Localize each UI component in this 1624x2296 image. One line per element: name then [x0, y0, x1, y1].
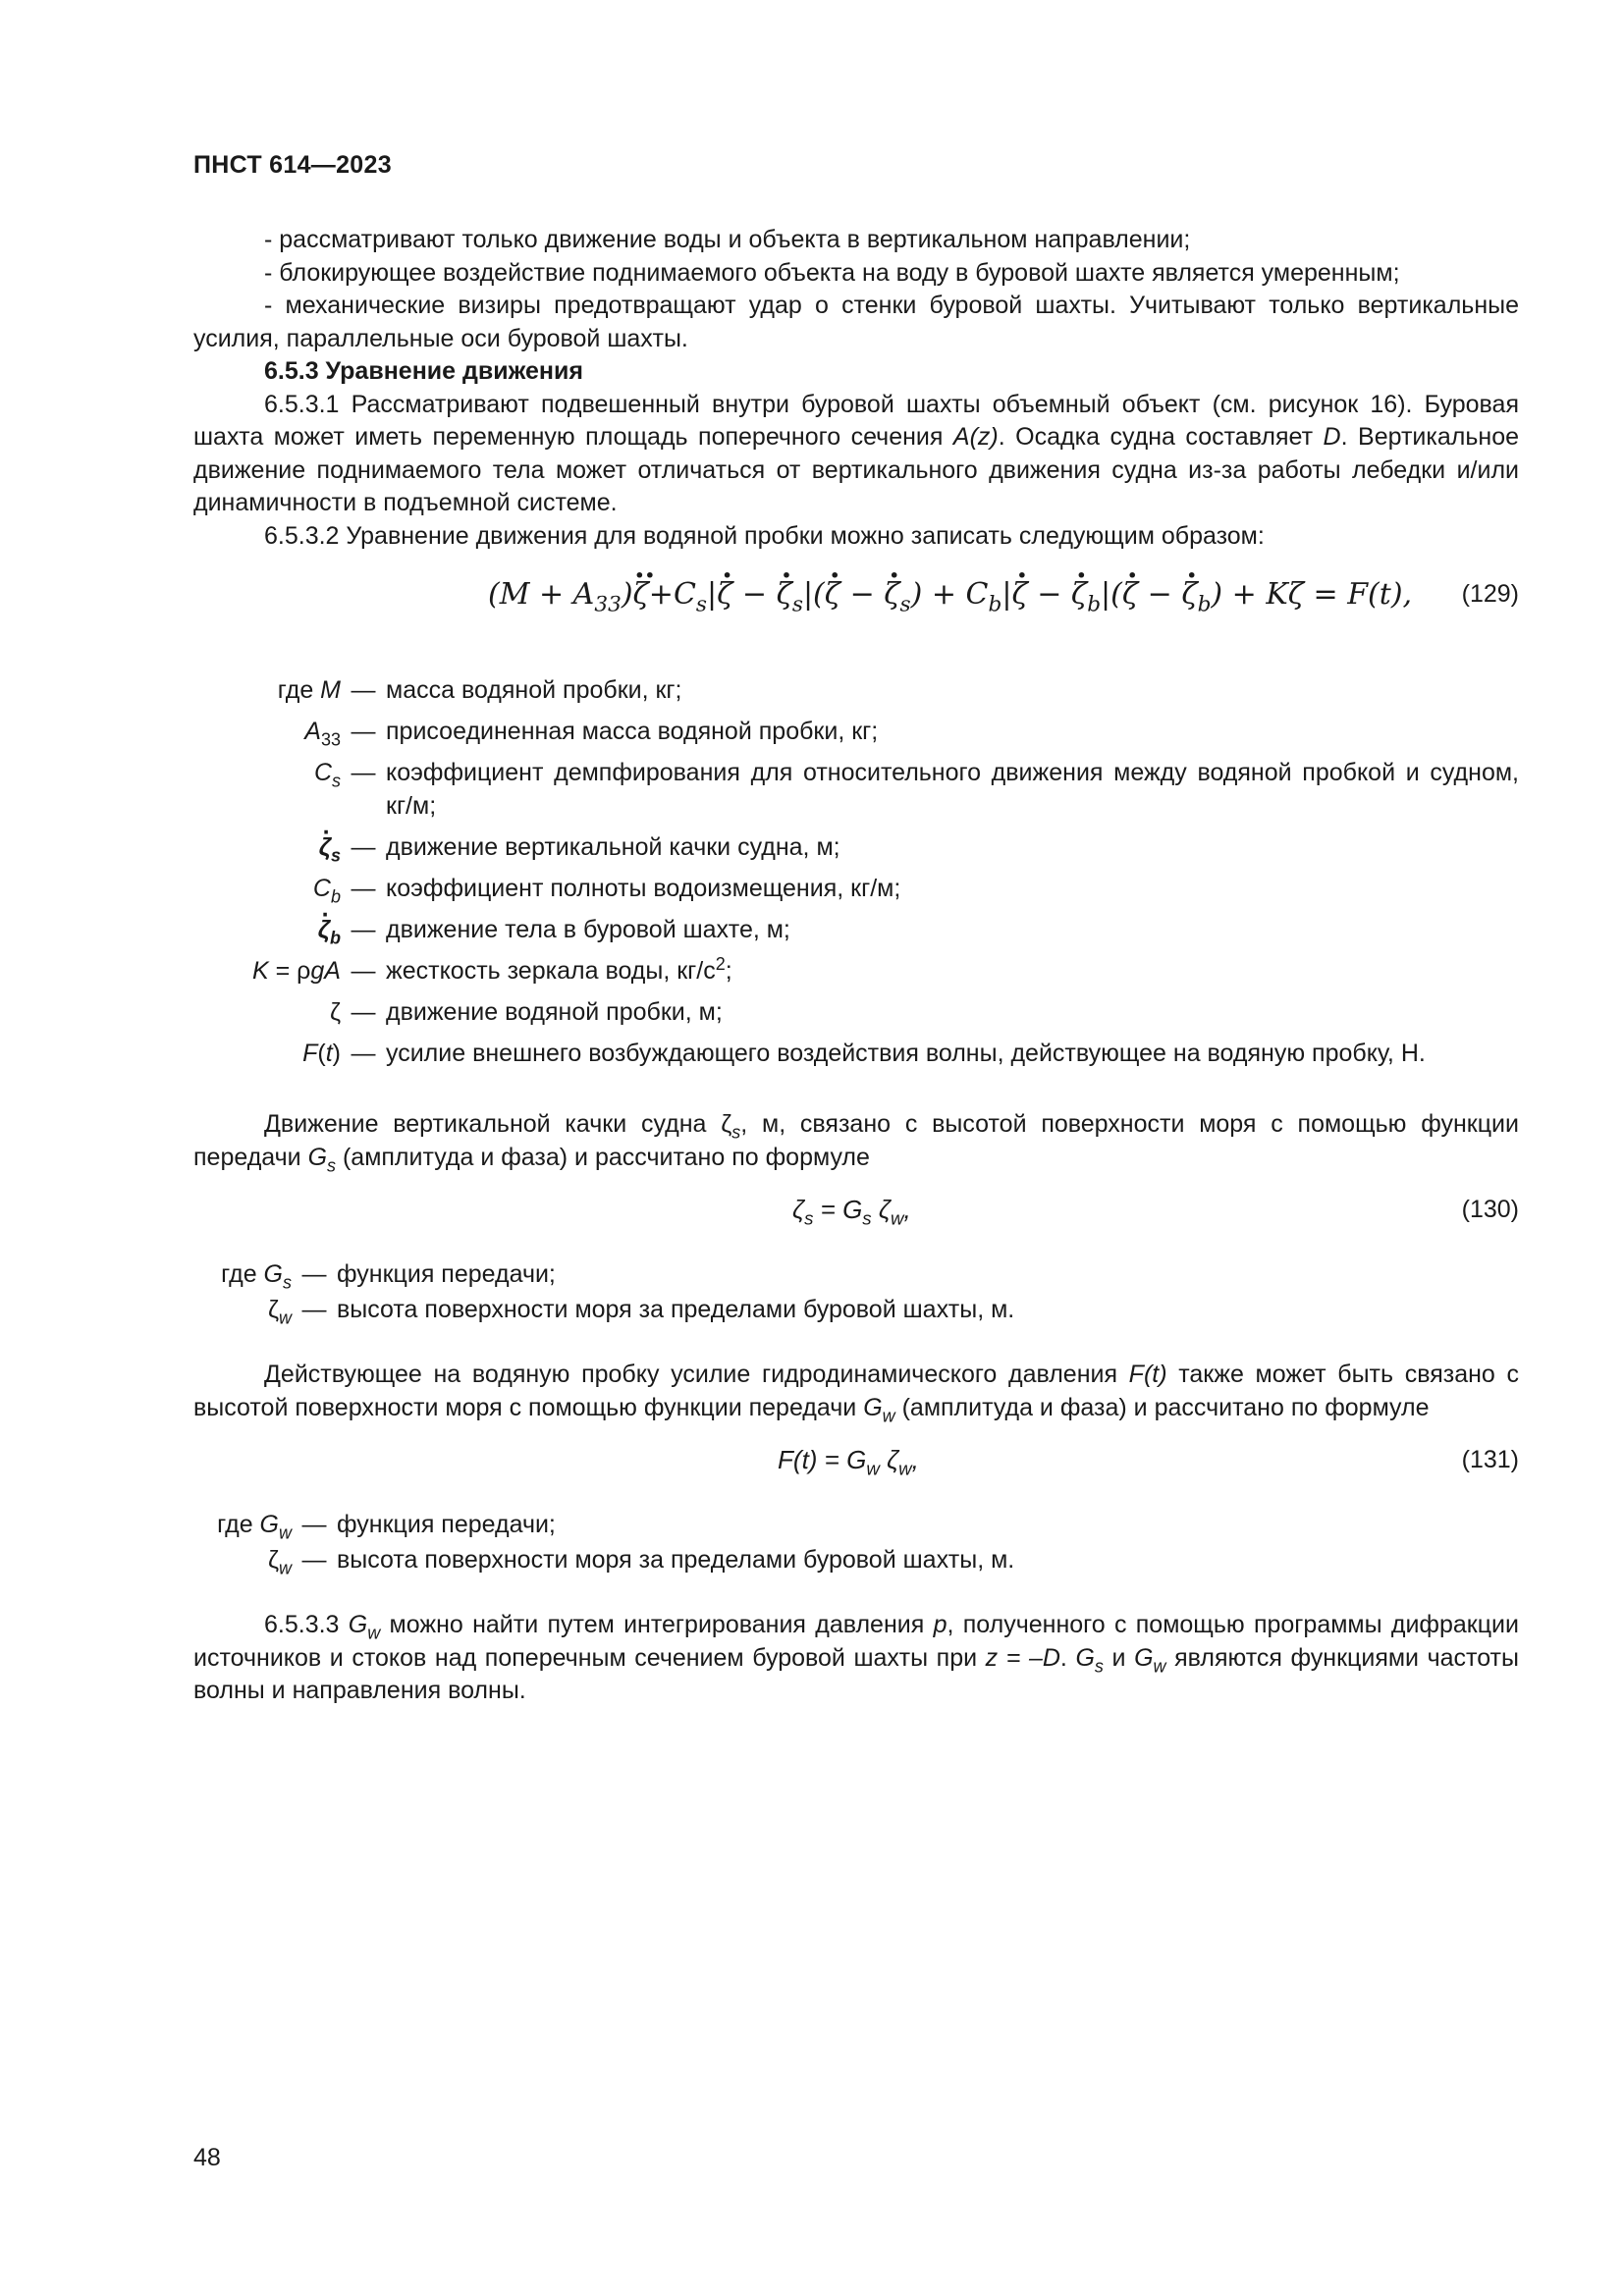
equation-number: (130) — [1461, 1196, 1519, 1223]
definition-row: · $\zeta_b$ — движение тела в буровой шахте, м; — [193, 914, 1519, 955]
definition-row: $C_s$ — коэффициент демпфирования для относительного движения между водяной пробкой и судном, кг/м; — [313, 759, 1519, 820]
definition-row: K = ρgA — жесткость зеркала воды, $кг/с^2$; — [252, 954, 732, 985]
definition-row: · $\zeta_s$ — движение вертикальной качки судна, м; — [193, 831, 1519, 873]
definitions-list — [193, 674, 1519, 1079]
section-heading: 6.5.3 Уравнение движения — [264, 357, 583, 385]
bullet-item: - механические визиры предотвращают удар о стенки буровой шахты. Учитывают только вертикальные усилия, параллельные оси буровой шахты. — [193, 292, 1519, 352]
document-body — [193, 224, 1519, 1708]
paragraph-6-5-3-2: 6.5.3.2 Уравнение движения для водяной пробки можно записать следующим образом: — [264, 521, 1265, 550]
definition-row: где M — масса водяной пробки, кг; — [277, 676, 682, 704]
equation-129-formula: $(M + A_{33})\cdot\cdot \zeta+C_s|\cdot \zeta$ − · $\zeta_s|(\cdot \zeta$ − · $\zeta_s) + C_b|\cdot \zeta$ − · $\zeta_b|(\cdot \zeta$ − · $\zeta_b) + K\zeta = F(t)$, — [488, 578, 1412, 612]
equation-130-formula: $\zeta_s = G_s$ $\zeta_w$, — [792, 1195, 911, 1229]
document-header: ПНСТ 614—2023 — [193, 151, 392, 179]
equation-131 — [193, 1438, 1519, 1497]
equation-130 — [193, 1188, 1519, 1247]
definition-row: $C_b$ — коэффициент полноты водоизмещения, кг/м; — [312, 875, 901, 907]
page-number: 48 — [193, 2144, 221, 2171]
definition-row: $\zeta_w$ — высота поверхности моря за пределами буровой шахты, м. — [267, 1296, 1015, 1328]
paragraph-heave-motion: Движение вертикальной качки судна $\zeta_s$, м, связано с высотой поверхности моря с помощью функции передачи $G_s$ (амплитуда и фаза) и рассчитано по формуле — [193, 1110, 1519, 1175]
definition-row: $\zeta_w$ — высота поверхности моря за пределами буровой шахты, м. — [267, 1546, 1015, 1578]
definitions-list — [193, 1258, 1519, 1329]
definition-row: $A_{33}$ — присоединенная масса водяной пробки, кг; — [304, 718, 879, 750]
bullet-item: - блокирующее воздействие поднимаемого объекта на воду в буровой шахте является умеренным; — [264, 258, 1400, 287]
paragraph-hydrodynamic-force: Действующее на водяную пробку усилие гидродинамического давления F(t) также может быть связано с высотой поверхности моря с помощью функции передачи $G_w$ (амплитуда и фаза) и рассчитано по формуле — [193, 1361, 1519, 1425]
equation-number: (129) — [1461, 580, 1519, 608]
equation-131-formula: $F(t) = G_w$ $\zeta_w$, — [778, 1445, 919, 1479]
definition-row: где $G_w$ — функция передачи; — [217, 1511, 556, 1543]
definition-row: где $G_s$ — функция передачи; — [221, 1260, 556, 1293]
bullet-item: - рассматривают только движение воды и объекта в вертикальном направлении; — [264, 226, 1191, 253]
paragraph-6-5-3-3: 6.5.3.3 $G_w$ можно найти путем интегрирования давления p, полученного с помощью программы дифракции источников и стоков над поперечным сечением буровой шахты при z = –D. $G_s$ и $G_w$ являются функциями частоты волны и направления волны. — [193, 1611, 1519, 1704]
equation-number: (131) — [1461, 1446, 1519, 1473]
definition-row: ζ — движение водяной пробки, м; — [329, 998, 723, 1026]
equation-129 — [193, 564, 1519, 667]
definitions-list — [193, 1509, 1519, 1579]
definition-row: F(t) — усилие внешнего возбуждающего воздействия волны, действующее на водяную пробку, Н. — [302, 1040, 1426, 1067]
paragraph-6-5-3-1: 6.5.3.1 Рассматривают подвешенный внутри буровой шахты объемный объект (см. рисунок 16). Буровая шахта может иметь переменную площадь поперечного сечения A(z). Осадка судна составляет D. Вертикальное движение поднимаемого тела может отличаться от вертикального движения судна из-за работы лебедки и/или динамичности в подъемной системе. — [193, 390, 1520, 516]
